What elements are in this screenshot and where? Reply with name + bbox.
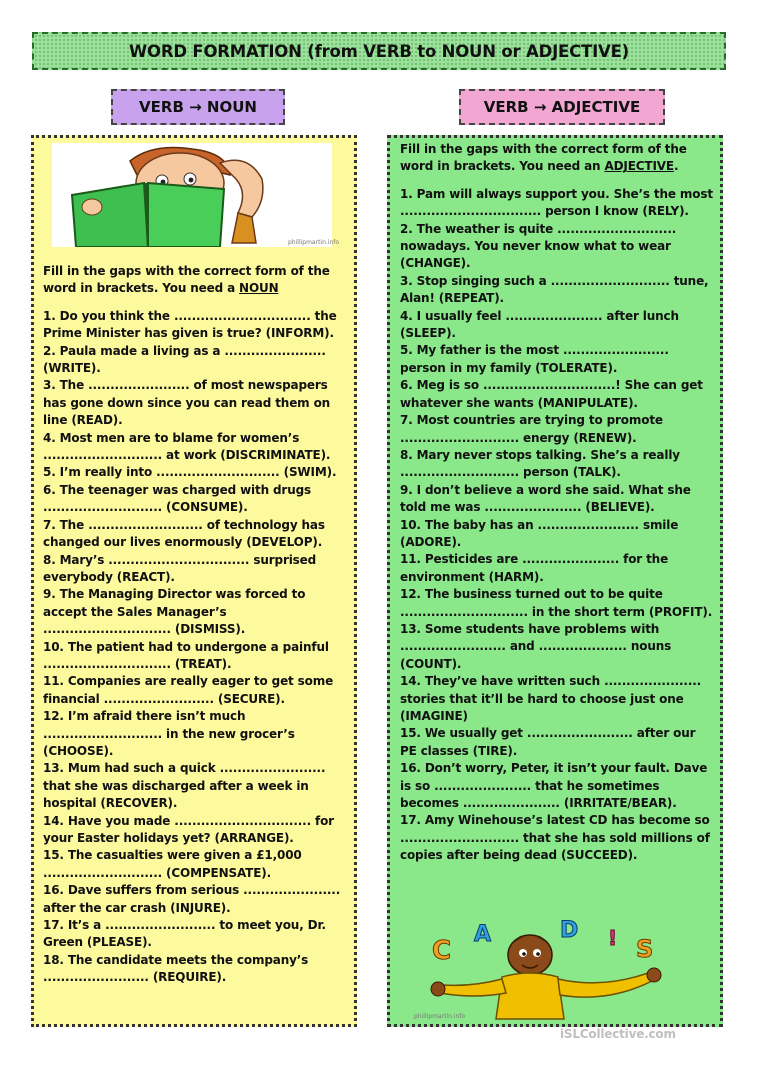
- noun-item: 9. The Managing Director was forced to accept the Sales Manager’s ............................. (DISMISS).: [43, 587, 306, 637]
- svg-text:A: A: [474, 922, 492, 947]
- adjective-item: 16. Don’t worry, Peter, it isn’t your fault. Dave is so ...................... that he sometimes becomes ...................... (IRRITATE/BEAR).: [400, 761, 708, 811]
- noun-exercise: [43, 263, 343, 987]
- adjective-item: 2. The weather is quite ........................... nowadays. You never know what to wear (CHANGE).: [400, 221, 677, 271]
- svg-text:!: !: [608, 926, 618, 950]
- svg-text:S: S: [636, 935, 654, 963]
- adjective-item: 1. Pam will always support you. She’s the most ................................ person I know (RELY).: [400, 186, 713, 219]
- noun-item: 4. Most men are to blame for women’s ........................... at work (DISCRIMINATE).: [43, 430, 331, 463]
- adjective-keyword: ADJECTIVE: [604, 159, 674, 174]
- site-watermark: iSLCollective.com: [560, 1027, 676, 1041]
- adjective-item: 6. Meg is so ..............................! She can get whatever she wants (MANIPULATE).: [400, 378, 703, 410]
- noun-item: 6. The teenager was charged with drugs ........................... (CONSUME).: [43, 482, 312, 515]
- adjective-item: 5. My father is the most ........................ person in my family (TOLERATE).: [400, 343, 669, 375]
- noun-item: 7. The .......................... of technology has changed our lives enormously (DEVELOP).: [43, 517, 325, 550]
- noun-item: 13. Mum had such a quick ........................ that she was discharged after a week in hospital (RECOVER).: [43, 761, 326, 811]
- noun-item: 1. Do you think the ............................... the Prime Minister has given is true? (INFORM).: [43, 308, 337, 341]
- noun-item: 12. I’m afraid there isn’t much ........................... in the new grocer’s (CHOOSE).: [43, 709, 295, 758]
- svg-text:C: C: [432, 936, 452, 966]
- page-title: WORD FORMATION (from VERB to NOUN or ADJECTIVE): [129, 41, 629, 61]
- adjective-item: 13. Some students have problems with ........................ and .................... nouns (COUNT).: [400, 621, 672, 671]
- noun-item: 17. It’s a ......................... to meet you, Dr. Green (PLEASE).: [43, 918, 326, 950]
- adjective-exercise: [400, 141, 714, 865]
- adjective-item: 8. Mary never stops talking. She’s a really ........................... person (TALK).: [400, 447, 680, 480]
- illustration-credit: phillipmartin.info: [414, 1013, 466, 1020]
- boy-juggling-illustration: [412, 915, 702, 1021]
- verb-noun-header: VERB → NOUN: [111, 89, 285, 125]
- adjective-instructions: Fill in the gaps with the correct form of the word in brackets. You need an ADJECTIVE.: [400, 142, 687, 174]
- adjective-item: 17. Amy Winehouse’s latest CD has become so ........................... that she has sold millions of copies after being dead (SUCCEED).: [400, 813, 710, 863]
- noun-item: 14. Have you made ............................... for your Easter holidays yet? (ARRANGE).: [43, 813, 334, 845]
- noun-item: 16. Dave suffers from serious ...................... after the car crash (INJURE).: [43, 883, 341, 915]
- boy-reading-illustration: [52, 143, 340, 247]
- adjective-item: 10. The baby has an ....................... smile (ADORE).: [400, 517, 679, 549]
- noun-item: 10. The patient had to undergone a painful ............................. (TREAT).: [43, 639, 329, 671]
- adjective-items-list: [400, 186, 714, 865]
- noun-item: 15. The casualties were given a £1,000 ........................... (COMPENSATE).: [43, 848, 302, 880]
- adjective-item: 7. Most countries are trying to promote ........................... energy (RENEW).: [400, 413, 663, 445]
- noun-item: 5. I’m really into ............................ (SWIM).: [43, 465, 337, 480]
- noun-item: 18. The candidate meets the company’s ........................ (REQUIRE).: [43, 952, 309, 985]
- adjective-item: 11. Pesticides are ...................... for the environment (HARM).: [400, 552, 669, 584]
- svg-text:D: D: [560, 918, 579, 943]
- adjective-item: 3. Stop singing such a ........................... tune, Alan! (REPEAT).: [400, 273, 709, 306]
- adjective-item: 4. I usually feel ...................... after lunch (SLEEP).: [400, 308, 679, 341]
- noun-item: 3. The ....................... of most newspapers has gone down since you can read them on line (READ).: [43, 378, 331, 428]
- adjective-item: 12. The business turned out to be quite ............................. in the short term (PROFIT).: [400, 587, 713, 619]
- noun-item: 11. Companies are really eager to get some financial ......................... (SECURE).: [43, 674, 334, 706]
- noun-items-list: [43, 308, 343, 987]
- title-banner: [32, 32, 726, 70]
- noun-keyword: NOUN: [239, 281, 279, 296]
- illustration-credit: phillipmartin.info: [288, 239, 340, 246]
- noun-item: 8. Mary’s ................................ surprised everybody (REACT).: [43, 552, 317, 584]
- adjective-item: 14. They’ve have written such ...................... stories that it’ll be hard to choose just one (IMAGINE): [400, 674, 702, 723]
- adjective-item: 15. We usually get ........................ after our PE classes (TIRE).: [400, 726, 696, 758]
- noun-instructions: Fill in the gaps with the correct form of the word in brackets. You need a NOUN: [43, 264, 330, 296]
- verb-adjective-header: VERB → ADJECTIVE: [459, 89, 665, 125]
- noun-item: 2. Paula made a living as a ....................... (WRITE).: [43, 343, 326, 376]
- adjective-item: 9. I don’t believe a word she said. What she told me was ...................... (BELIEVE).: [400, 482, 691, 515]
